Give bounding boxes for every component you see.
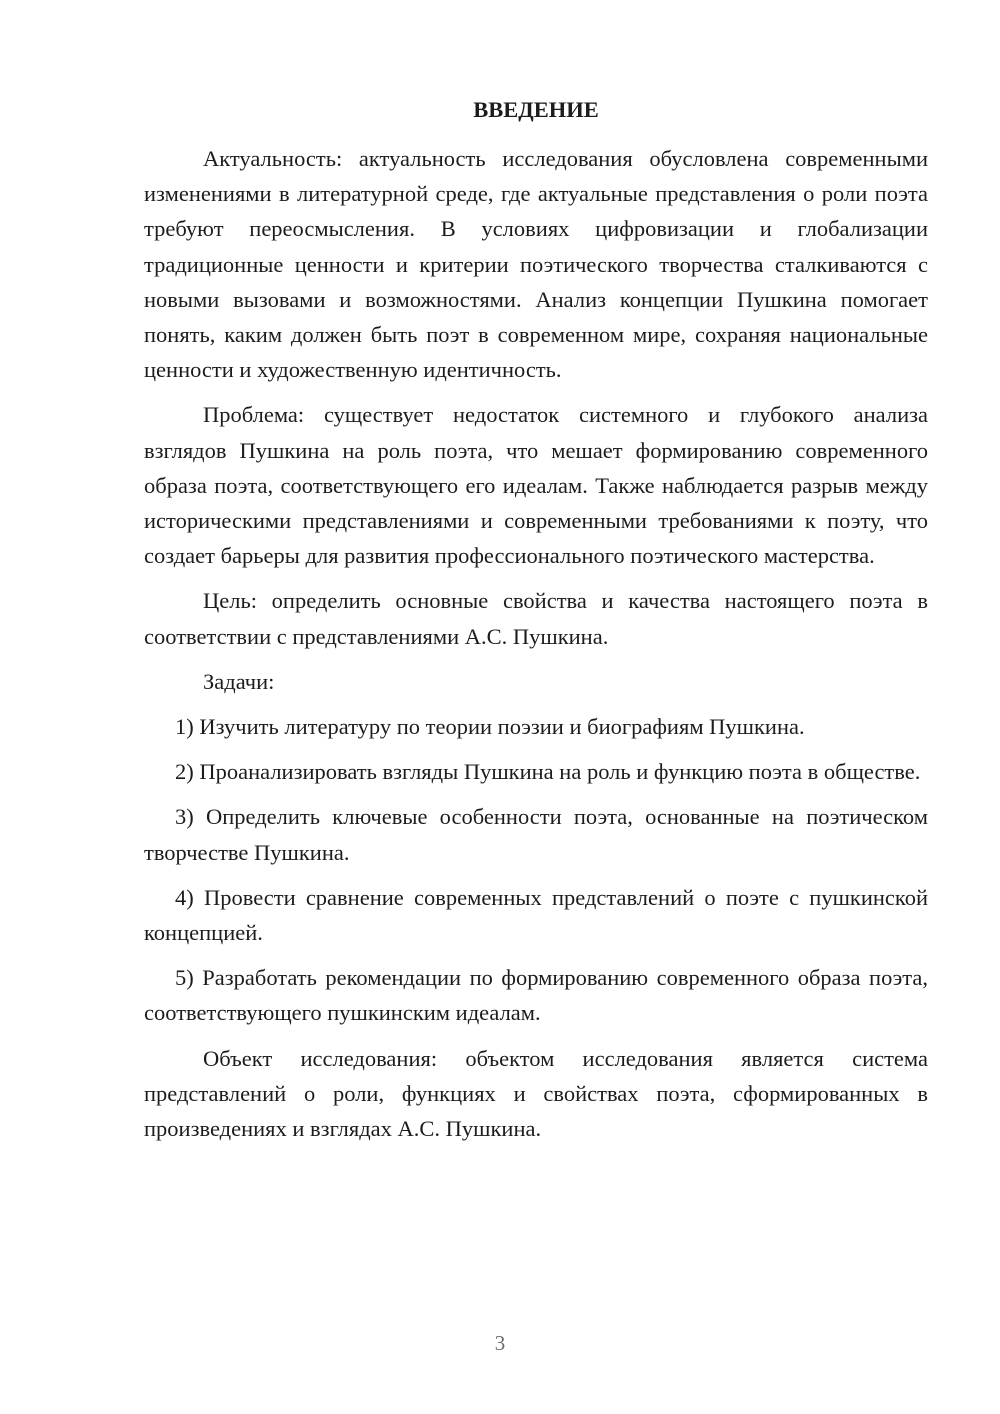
- paragraph-problem: Проблема: существует недостаток системного и глубокого анализа взглядов Пушкина на роль поэта, что мешает формированию современного образа поэта, соответствующего его идеалам. Также наблюдается разрыв между историческими представлениями и современными требованиями к поэту, что создает барьеры для развития профессионального поэтического мастерства.: [144, 402, 928, 569]
- paragraph-object: Объект исследования: объектом исследования является система представлений о роли, функциях и свойствах поэта, сформированных в произведениях и взглядах А.С. Пушкина.: [144, 1045, 928, 1142]
- document-page: [144, 92, 928, 1156]
- task-item-2: 2) Проанализировать взгляды Пушкина на роль и функцию поэта в обществе.: [175, 759, 921, 785]
- task-item-3: 3) Определить ключевые особенности поэта, основанные на поэтическом творчестве Пушкина.: [144, 804, 928, 865]
- section-heading: ВВЕДЕНИЕ: [473, 97, 599, 122]
- paragraph-relevance: Актуальность: актуальность исследования обусловлена современными изменениями в литературной среде, где актуальные представления о роли поэта требуют переосмысления. В условиях цифровизации и глобализации традиционные ценности и критерии поэтического творчества сталкиваются с новыми вызовами и возможностями. Анализ концепции Пушкина помогает понять, каким должен быть поэт в современном мире, сохраняя национальные ценности и художественную идентичность.: [144, 146, 928, 383]
- paragraph-tasks-label: Задачи:: [203, 668, 275, 694]
- task-item-1: 1) Изучить литературу по теории поэзии и биографиям Пушкина.: [175, 714, 805, 740]
- paragraph-goal: Цель: определить основные свойства и качества настоящего поэта в соответствии с представлениями А.С. Пушкина.: [144, 588, 928, 649]
- page-number: 3: [494, 1331, 506, 1355]
- task-item-5: 5) Разработать рекомендации по формированию современного образа поэта, соответствующего пушкинским идеалам.: [144, 965, 928, 1026]
- task-item-4: 4) Провести сравнение современных представлений о поэте с пушкинской концепцией.: [144, 884, 928, 946]
